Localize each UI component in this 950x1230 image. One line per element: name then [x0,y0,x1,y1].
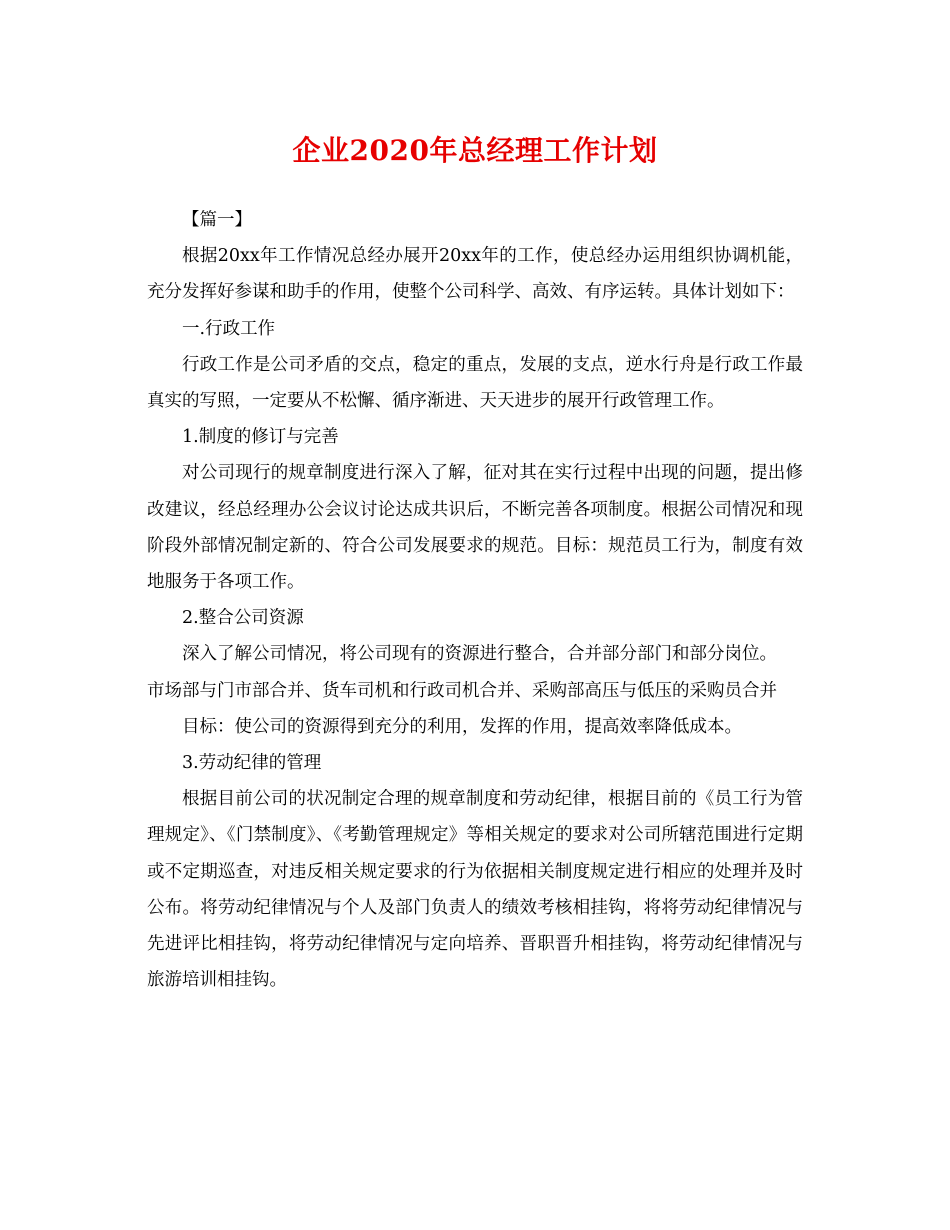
heading-admin-work: 一.行政工作 [182,318,276,339]
intro-paragraph: 根据20xx年工作情况总经办展开20xx年的工作，使总经办运用组织协调机能，充分发挥好参谋和助手的作用，使整个公司科学、高效、有序运转。具体计划如下： [147,246,803,303]
rules-revision-paragraph: 对公司现行的规章制度进行深入了解，征对其在实行过程中出现的问题，提出修改建议，经总经理办公会议讨论达成共识后，不断完善各项制度。根据公司情况和现阶段外部情况制定新的、符合公司发展要求的规范。目标：规范员工行为，制度有效地服务于各项工作。 [147,463,803,593]
heading-labor-discipline: 3.劳动纪律的管理 [182,753,322,774]
resource-goal-paragraph: 目标：使公司的资源得到充分的利用，发挥的作用，提高效率降低成本。 [182,716,742,737]
resource-integration-paragraph: 深入了解公司情况，将公司现有的资源进行整合，合并部分部门和部分岗位。 [182,644,777,665]
document-title: 企业2020年总经理工作计划 [292,134,658,167]
merge-details-paragraph: 市场部与门市部合并、货车司机和行政司机合并、采购部高压与低压的采购员合并 [147,680,777,701]
document-body [147,202,803,998]
heading-rules-revision: 1.制度的修订与完善 [182,427,339,448]
admin-work-paragraph: 行政工作是公司矛盾的交点，稳定的重点，发展的支点，逆水行舟是行政工作最真实的写照，一定要从不松懈、循序渐进、天天进步的展开行政管理工作。 [147,354,803,412]
section-label: 【篇一】 [182,210,252,230]
heading-resource-integration: 2.整合公司资源 [182,608,304,629]
labor-discipline-paragraph: 根据目前公司的状况制定合理的规章制度和劳动纪律，根据目前的《员工行为管理规定》、《门禁制度》、《考勤管理规定》等相关规定的要求对公司所辖范围进行定期或不定期巡查，对违反相关规定要求的行为依据相关制度规定进行相应的处理并及时公布。将劳动纪律情况与个人及部门负责人的绩效考核相挂钩，将将劳动纪律情况与先进评比相挂钩，将劳动纪律情况与定向培养、晋职晋升相挂钩，将劳动纪律情况与旅游培训相挂钩。 [147,789,803,991]
